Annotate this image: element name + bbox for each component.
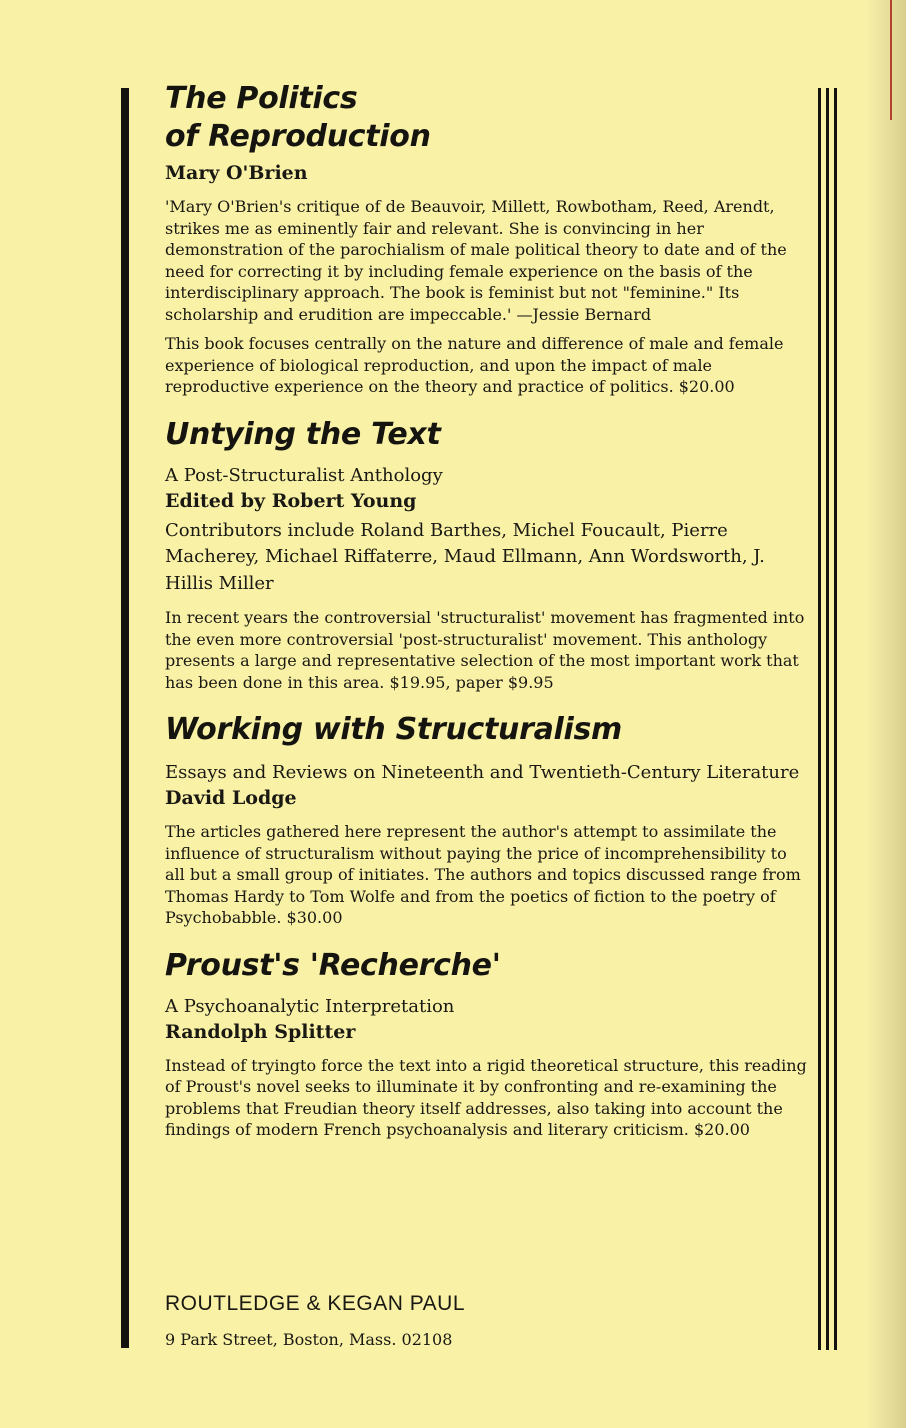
book-title-line-1: The Politics	[165, 81, 358, 116]
right-border-rule-2	[826, 88, 829, 1350]
page-edge-shadow	[866, 0, 906, 1428]
book-subtitle: A Post-Structuralist Anthology	[165, 464, 443, 486]
book-entry-untying-the-text	[165, 416, 810, 694]
page-edge-mark	[890, 0, 892, 120]
ad-content	[165, 80, 810, 1141]
book-title-line-2: of Reproduction	[165, 119, 431, 154]
book-title: Untying the Text	[165, 416, 441, 452]
book-author: Edited by Robert Young	[165, 489, 417, 512]
book-title: Working with Structuralism	[165, 712, 623, 747]
book-description: The articles gathered here represent the author's attempt to assimilate the influence of structuralism without paying the price of incomprehensibility to all but a small group of initiates. The authors and topics discussed range from Thomas Hardy to Tom Wolfe and from the poetics of fiction to the poetry of Psychobabble. $30.00	[165, 822, 801, 927]
book-quote: 'Mary O'Brien's critique of de Beauvoir, Millett, Rowbotham, Reed, Arendt, strikes me as eminently fair and relevant. She is convincing in her demonstration of the parochialism of male political theory to date and of the need for correcting it by including female experience on the basis of the interdisciplinary approach. The book is feminist but not "feminine." Its scholarship and erudition are impeccable.' —Jessie Bernard	[165, 197, 787, 324]
book-description: In recent years the controversial 'structuralist' movement has fragmented into the even more controversial 'post-structuralist' movement. This anthology presents a large and representative selection of the most important work that has been done in this area. $19.95, paper $9.95	[165, 608, 805, 692]
book-contributors: Contributors include Roland Barthes, Michel Foucault, Pierre Macherey, Michael Riffaterre, Maud Ellmann, Ann Wordsworth, J. Hillis Miller	[165, 519, 765, 594]
book-author: David Lodge	[165, 787, 297, 809]
book-title	[165, 80, 810, 156]
book-subtitle: A Psychoanalytic Interpretation	[165, 995, 455, 1017]
right-border-rule-3	[834, 88, 837, 1350]
left-border-rule	[121, 88, 129, 1348]
book-author: Mary O'Brien	[165, 162, 308, 184]
right-border-rule-1	[818, 88, 821, 1350]
book-entry-prousts-recherche	[165, 947, 810, 1141]
book-entry-working-with-structuralism	[165, 711, 810, 929]
book-description: Instead of tryingto force the text into a rigid theoretical structure, this reading of Proust's novel seeks to illuminate it by confronting and re-examining the problems that Freudian theory itself addresses, also taking into account the findings of modern French psychoanalysis and literary criticism. $20.00	[165, 1055, 807, 1139]
publisher-address: 9 Park Street, Boston, Mass. 02108	[165, 1330, 453, 1349]
book-author: Randolph Splitter	[165, 1020, 356, 1043]
book-description: This book focuses centrally on the nature and difference of male and female experience of biological reproduction, and upon the impact of male reproductive experience on the theory and practice of politics. $20.00	[165, 334, 784, 396]
book-entry-politics-of-reproduction	[165, 80, 810, 398]
publisher-name: ROUTLEDGE & KEGAN PAUL	[165, 1292, 466, 1315]
book-subtitle: Essays and Reviews on Nineteenth and Twentieth-Century Literature	[165, 762, 800, 783]
book-title: Proust's 'Recherche'	[165, 947, 501, 983]
